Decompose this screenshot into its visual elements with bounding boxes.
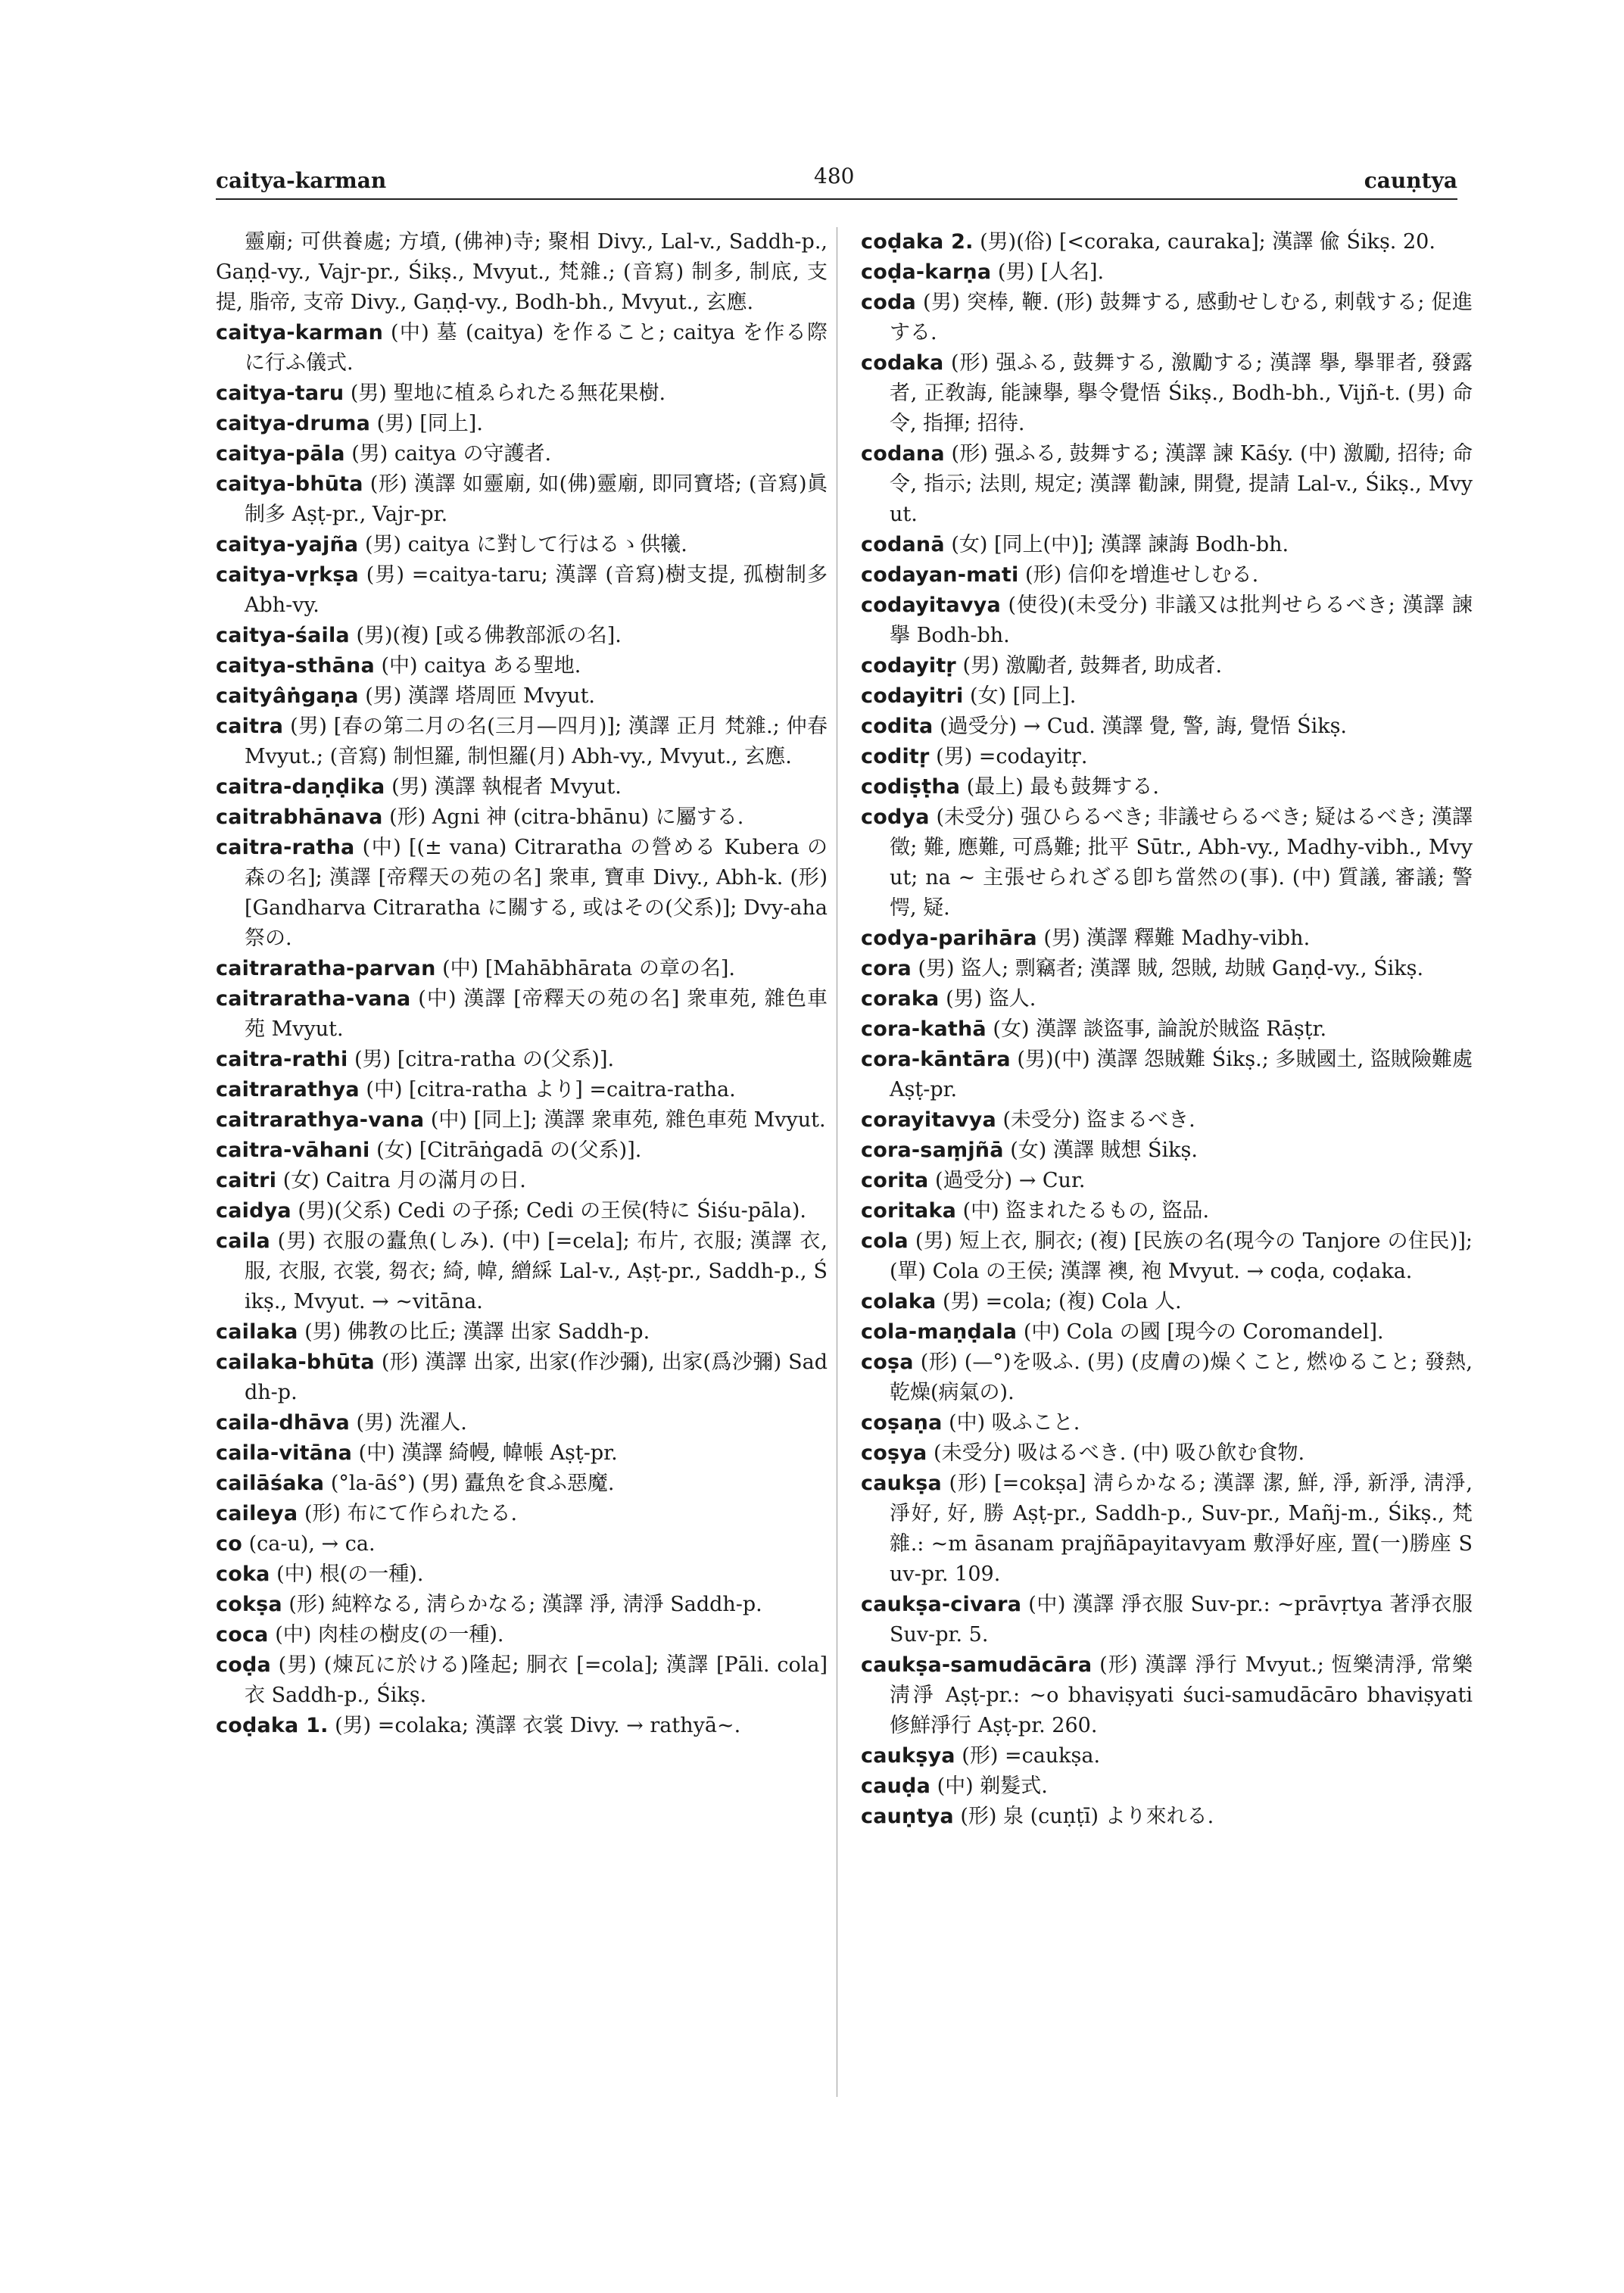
definition: (女) [Citrāṅgadā の(父系)].: [376, 1139, 642, 1162]
dictionary-entry: [861, 1105, 1473, 1136]
headword: cola-maṇḍala: [861, 1320, 1018, 1344]
dictionary-entry: [861, 1650, 1473, 1741]
headword: caukṣya: [861, 1744, 955, 1768]
definition: (中) 肉桂の樹皮(の一種).: [275, 1623, 504, 1647]
headword: caitya-śaila: [216, 624, 350, 647]
dictionary-entry: [861, 681, 1473, 712]
definition: (女) 漢譯 談盜事, 論說於賊盜 Rāṣṭr.: [993, 1017, 1327, 1041]
dictionary-entry: [861, 924, 1473, 954]
definition: (ca-u), → ca.: [248, 1532, 376, 1556]
definition: (男)(俗) [<coraka, cauraka]; 漢譯 偸 Śikṣ. 20.: [980, 230, 1435, 254]
headword: codayitṛ: [861, 654, 956, 678]
dictionary-entry: [861, 1014, 1473, 1045]
page-number: 480: [814, 164, 855, 188]
dictionary-entry: [216, 1347, 828, 1408]
dictionary-entry: [216, 681, 828, 712]
dictionary-entry: [861, 954, 1473, 984]
dictionary-entry: [861, 1741, 1473, 1771]
headword: coka: [216, 1562, 270, 1586]
definition: (男) 漢譯 執棍者 Mvyut.: [391, 775, 622, 799]
headword: caukṣa: [861, 1472, 942, 1495]
headword: caitra-ratha: [216, 836, 355, 859]
definition: (男)(中) 漢譯 怨賊難 Śikṣ.; 多賊國土, 盜賊險難處 Aṣṭ-pr.: [890, 1048, 1473, 1101]
headword: caileya: [216, 1502, 298, 1525]
dictionary-entry: [216, 1590, 828, 1620]
headword: caidya: [216, 1199, 291, 1223]
headword: caityâṅgaṇa: [216, 684, 359, 708]
headword: caitra-rathi: [216, 1048, 348, 1071]
definition: (男) =caitya-taru; 漢譯 (音寫)樹支提, 孤樹制多 Abh-vy.: [245, 563, 828, 617]
dictionary-entry: [861, 439, 1473, 530]
dictionary-entry: [216, 772, 828, 802]
dictionary-entry: [216, 1469, 828, 1499]
definition: (男) (煉瓦に於ける)隆起; 胴衣 [=cola]; 漢譯 [Pāli. cola] 衣 Saddh-p., Śikṣ.: [245, 1653, 828, 1707]
headword: coraka: [861, 987, 940, 1011]
definition: (男) 漢譯 釋難 Madhy-vibh.: [1043, 927, 1311, 950]
dictionary-entry: [216, 1045, 828, 1075]
dictionary-entry: [216, 560, 828, 621]
dictionary-entry: [216, 1136, 828, 1166]
headword: codita: [861, 715, 934, 738]
headword: cokṣa: [216, 1593, 282, 1616]
definition: (女) Caitra 月の滿月の日.: [282, 1169, 526, 1192]
definition: (形) 漢譯 淨行 Mvyut.; 恆樂淸淨, 常樂淸淨 Aṣṭ-pr.: ~o bhaviṣyati śuci-samudācāro bhaviṣyati 修鮮淨行 Aṣṭ-pr. 260.: [890, 1653, 1473, 1737]
headword: coḍa: [216, 1653, 271, 1677]
definition: (男)(複) [或る佛教部派の名].: [356, 624, 622, 647]
dictionary-entry: [216, 954, 828, 984]
definition: (中) 漢譯 淨衣服 Suv-pr.: ~prāvṛtya 著淨衣服 Suv-pr. 5.: [890, 1593, 1473, 1647]
headword: caitya-sthāna: [216, 654, 375, 678]
headword: co: [216, 1532, 242, 1556]
definition: (男) 漢譯 塔周匝 Mvyut.: [365, 684, 596, 708]
dictionary-entry: [861, 1287, 1473, 1317]
definition: (男) caitya の守護者.: [351, 442, 552, 466]
dictionary-entry: [861, 651, 1473, 681]
dictionary-entry: [216, 802, 828, 833]
headword: coḍaka 1.: [216, 1714, 329, 1737]
left-column: [216, 227, 828, 1741]
headword: coḍaka 2.: [861, 230, 974, 254]
definition: (男) =cola; (複) Cola 人.: [943, 1290, 1182, 1313]
dictionary-entry: [861, 1166, 1473, 1196]
definition: (男) =colaka; 漢譯 衣裳 Divy. → rathyā~.: [335, 1714, 741, 1737]
definition: (男) [citra-ratha の(父系)].: [354, 1048, 615, 1071]
headword: coca: [216, 1623, 269, 1647]
headword: cora-kathā: [861, 1017, 987, 1041]
definition: (男) 短上衣, 胴衣; (複) [民族の名(現今の Tanjore の住民)]; (單) Cola の王侯; 漢譯 襖, 袍 Mvyut. → coḍa, coḍaka.: [890, 1229, 1473, 1283]
definition: (過受分) → Cud. 漢譯 覺, 警, 誨, 覺悟 Śikṣ.: [940, 715, 1348, 738]
headword: cora-kāntāra: [861, 1048, 1011, 1071]
headword: caitya-bhūta: [216, 472, 363, 496]
definition: (女) [同上(中)]; 漢譯 諫誨 Bodh-bh.: [951, 533, 1289, 556]
dictionary-entry: [216, 621, 828, 651]
definition: (形) 强ふる, 鼓舞する; 漢譯 諫 Kāśy. (中) 激勵, 招待; 命令, 指示; 法則, 規定; 漢譯 勸諫, 開覺, 提請 Lal-v., Śikṣ., Mvyut.: [890, 442, 1473, 526]
headword: codayitavya: [861, 594, 1001, 617]
headword: cailāśaka: [216, 1472, 325, 1495]
headword: coṣya: [861, 1441, 927, 1465]
headword: caitra-vāhani: [216, 1139, 370, 1162]
headword: coda: [861, 291, 916, 314]
dictionary-entry: [861, 1347, 1473, 1408]
definition: (形) (—°)を吸ふ. (男) (皮膚の)燥くこと, 燃ゆること; 發熱, 乾燥(病氣の).: [890, 1351, 1473, 1404]
dictionary-entry: [216, 439, 828, 469]
dictionary-entry: [861, 1136, 1473, 1166]
headword: caitya-karman: [216, 321, 384, 344]
dictionary-entry: [861, 1226, 1473, 1287]
dictionary-entry: [861, 590, 1473, 651]
dictionary-entry: [861, 227, 1473, 257]
dictionary-entry: [216, 1438, 828, 1469]
dictionary-entry: [216, 1075, 828, 1105]
headword: cailaka: [216, 1320, 298, 1344]
definition: (中) 墓 (caitya) を作ること; caitya を作る際に行ふ儀式.: [245, 321, 828, 375]
right-column: [861, 227, 1473, 1832]
dictionary-entry: [861, 1771, 1473, 1802]
dictionary-entry: [216, 1529, 828, 1559]
definition: (中) 根(の一種).: [276, 1562, 424, 1586]
headword: caukṣa-civara: [861, 1593, 1022, 1616]
definition: (男) 聖地に植ゑられたる無花果樹.: [350, 382, 666, 405]
definition: (中) 吸ふこと.: [949, 1411, 1080, 1435]
definition: (男) 佛教の比丘; 漢譯 出家 Saddh-p.: [304, 1320, 650, 1344]
headword: codya: [861, 805, 930, 829]
definition: (形) 强ふる, 鼓舞する, 激勵する; 漢譯 擧, 擧罪者, 發露者, 正敎誨, 能諫擧, 擧令覺悟 Śikṣ., Bodh-bh., Vijñ-t. (男) 命令, 指揮; 招待.: [890, 351, 1473, 435]
header-rule: [216, 198, 1457, 200]
definition: (男) caitya に對して行はるゝ供犧.: [364, 533, 687, 556]
headword: cauḍa: [861, 1774, 930, 1798]
headword: codayan-mati: [861, 563, 1019, 587]
definition: (男) 洗濯人.: [356, 1411, 467, 1435]
definition: 靈廟; 可供養處; 方墳, (佛神)寺; 聚相 Divy., Lal-v., Saddh-p., Gaṇḍ-vy., Vajr-pr., Śikṣ., Mvyut., 梵雜.; (音寫) 制多, 制底, 支提, 脂帝, 支帝 Divy., Gaṇḍ-vy., Bodh-bh., Mvyut., 玄應.: [216, 230, 828, 314]
definition: (最上) 最も鼓舞する.: [966, 775, 1159, 799]
headword: codanā: [861, 533, 945, 556]
definition: (中) caitya ある聖地.: [381, 654, 581, 678]
definition: (中) Cola の國 [現今の Coromandel].: [1023, 1320, 1384, 1344]
definition: (中) 盜まれたるもの, 盜品.: [962, 1199, 1210, 1223]
dictionary-entry: [861, 772, 1473, 802]
dictionary-entry: [216, 1166, 828, 1196]
dictionary-entry: [216, 712, 828, 772]
dictionary-entry: [216, 379, 828, 409]
headword: caila-vitāna: [216, 1441, 352, 1465]
definition: (男) [春の第二月の名(三月—四月)]; 漢譯 正月 梵雜.; 仲春 Mvyut.; (音寫) 制怛羅, 制怛羅(月) Abh-vy., Mvyut., 玄應.: [245, 715, 828, 768]
headword: caitrarathya-vana: [216, 1108, 425, 1132]
dictionary-entry: [216, 469, 828, 530]
dictionary-entry: [216, 1711, 828, 1741]
definition: (中) [(± vana) Citraratha の營める Kubera の森の名]; 漢譯 [帝釋天の苑の名] 衆車, 寶車 Divy., Abh-k. (形) [Gandharva Citraratha に關する, 或はその(父系)]; Dvy-aha 祭の.: [245, 836, 828, 950]
headword: coṣaṇa: [861, 1411, 943, 1435]
dictionary-entry: [216, 984, 828, 1045]
header-last-headword: cauṇtya: [1364, 168, 1457, 193]
headword: codiṣṭha: [861, 775, 961, 799]
headword: corayitavya: [861, 1108, 996, 1132]
dictionary-entry: [861, 1408, 1473, 1438]
definition: (形) 純粹なる, 淸らかなる; 漢譯 淨, 淸淨 Saddh-p.: [288, 1593, 762, 1616]
definition: (形) 信仰を增進せしむる.: [1025, 563, 1259, 587]
headword: colaka: [861, 1290, 937, 1313]
definition: (中) 漢譯 綺幔, 幃帳 Aṣṭ-pr.: [358, 1441, 618, 1465]
dictionary-entry: [861, 1590, 1473, 1650]
headword: caitya-pāla: [216, 442, 345, 466]
headword: cola: [861, 1229, 909, 1253]
headword: codya-parihāra: [861, 927, 1037, 950]
headword: caitrarathya: [216, 1078, 360, 1101]
definition: (男)(父系) Cedi の子孫; Cedi の王侯(特に Śiśu-pāla).: [298, 1199, 806, 1223]
headword: coṣa: [861, 1351, 914, 1374]
headword: codaka: [861, 351, 944, 375]
dictionary-entry: [861, 742, 1473, 772]
dictionary-entry: [861, 288, 1473, 348]
definition: (男) [同上].: [376, 412, 483, 435]
headword: cauṇtya: [861, 1805, 954, 1828]
headword: caila: [216, 1229, 270, 1253]
headword: cora: [861, 957, 912, 980]
definition: (形) [=cokṣa] 淸らかなる; 漢譯 潔, 鮮, 淨, 新淨, 淸淨, 淨好, 好, 勝 Aṣṭ-pr., Saddh-p., Suv-pr., Mañj-m., Śikṣ., 梵雜.: ~m āsanam prajñāpayitavyam 敷淨好座, 置(一)勝座 Suv-pr. 109.: [890, 1472, 1473, 1586]
headword: caila-dhāva: [216, 1411, 350, 1435]
dictionary-entry: [216, 1499, 828, 1529]
page-header: [216, 164, 1457, 201]
headword: caitra-daṇḍika: [216, 775, 385, 799]
definition: (男) 衣服の蠹魚(しみ). (中) [=cela]; 布片, 衣服; 漢譯 衣, 服, 衣服, 衣裳, 芻衣; 綺, 幃, 繒綵 Lal-v., Aṣṭ-pr., Saddh-p., Śikṣ., Mvyut. → ~vitāna.: [245, 1229, 828, 1313]
headword: caitya-druma: [216, 412, 371, 435]
dictionary-entry: [216, 409, 828, 439]
dictionary-entry: [216, 1559, 828, 1590]
dictionary-entry: [861, 984, 1473, 1014]
headword: caitra: [216, 715, 284, 738]
definition: (男) 盜人; 剽竊者; 漢譯 賊, 怨賊, 劫賊 Gaṇḍ-vy., Śikṣ.: [918, 957, 1424, 980]
dictionary-entry: [216, 530, 828, 560]
definition: (形) 布にて作られたる.: [304, 1502, 518, 1525]
definition: (°la-āś°) (男) 蠹魚を食ふ惡魔.: [330, 1472, 615, 1495]
definition: (形) 漢譯 如靈廟, 如(佛)靈廟, 即同寶塔; (音寫)眞制多 Aṣṭ-pr., Vajr-pr.: [245, 472, 828, 526]
definition: (未受分) 吸はるべき. (中) 吸ひ飮む食物.: [934, 1441, 1305, 1465]
headword: caukṣa-samudācāra: [861, 1653, 1093, 1677]
definition: (中) [citra-ratha より] =caitra-ratha.: [366, 1078, 736, 1101]
headword: cailaka-bhūta: [216, 1351, 375, 1374]
headword: caitya-taru: [216, 382, 344, 405]
headword: caitya-yajña: [216, 533, 359, 556]
headword: coritaka: [861, 1199, 957, 1223]
dictionary-entry: [861, 1317, 1473, 1347]
definition: (形) =caukṣa.: [962, 1744, 1101, 1768]
definition: (中) [同上]; 漢譯 衆車苑, 雜色車苑 Mvyut.: [430, 1108, 826, 1132]
definition: (中) 漢譯 [帝釋天の苑の名] 衆車苑, 雜色車苑 Mvyut.: [245, 987, 828, 1041]
dictionary-entry: [861, 802, 1473, 924]
definition: (形) 泉 (cuṇṭī) より來れる.: [960, 1805, 1214, 1828]
definition: (男) 突棒, 鞭. (形) 鼓舞する, 感動せしむる, 刺戟する; 促進する.: [890, 291, 1473, 344]
headword: corita: [861, 1169, 929, 1192]
dictionary-entry: [861, 1438, 1473, 1469]
dictionary-entry: [861, 1469, 1473, 1590]
dictionary-entry: [216, 1196, 828, 1226]
definition: (未受分) 盜まるべき.: [1002, 1108, 1195, 1132]
definition: (男) 激勵者, 鼓舞者, 助成者.: [962, 654, 1223, 678]
definition: (女) 漢譯 賊想 Śikṣ.: [1010, 1139, 1198, 1162]
definition: (過受分) → Cur.: [935, 1169, 1086, 1192]
dictionary-entry: [216, 1408, 828, 1438]
headword: codana: [861, 442, 945, 466]
dictionary-entry: [861, 1196, 1473, 1226]
definition: (形) Agni 神 (citra-bhānu) に屬する.: [389, 805, 744, 829]
dictionary-entry: [216, 833, 828, 954]
headword: cora-saṃjñā: [861, 1139, 1004, 1162]
definition: (未受分) 强ひらるべき; 非議せらるべき; 疑はるべき; 漢譯 徵; 難, 應難, 可爲難; 批平 Sūtr., Abh-vy., Madhy-vibh., Mvyut; na ~ 主張せられざる卽ち當然の(事). (中) 質議, 審議; 警愕, 疑.: [890, 805, 1473, 920]
dictionary-entry: [216, 1650, 828, 1711]
dictionary-entry: [216, 1226, 828, 1317]
headword: coḍa-karṇa: [861, 260, 992, 284]
dictionary-entry: [861, 257, 1473, 288]
definition: (中) 剃髮式.: [937, 1774, 1048, 1798]
dictionary-entry: [861, 1802, 1473, 1832]
dictionary-entry: [216, 318, 828, 379]
dictionary-entry: [216, 651, 828, 681]
headword: caitrabhānava: [216, 805, 383, 829]
dictionary-entry: [861, 1045, 1473, 1105]
headword: caitya-vṛkṣa: [216, 563, 359, 587]
definition: (使役)(未受分) 非議又は批判せらるべき; 漢譯 諫擧 Bodh-bh.: [890, 594, 1473, 647]
definition: (男) 盜人.: [946, 987, 1036, 1011]
definition: (中) [Mahābhārata の章の名].: [442, 957, 735, 980]
headword: caitri: [216, 1169, 277, 1192]
dictionary-entry: [216, 227, 828, 318]
headword: caitraratha-parvan: [216, 957, 436, 980]
headword: coditṛ: [861, 745, 930, 768]
definition: (男) [人名].: [997, 260, 1105, 284]
dictionary-entry: [216, 1620, 828, 1650]
headword: codayitri: [861, 684, 964, 708]
definition: (形) 漢譯 出家, 出家(作沙彌), 出家(爲沙彌) Saddh-p.: [245, 1351, 828, 1404]
definition: (女) [同上].: [970, 684, 1077, 708]
dictionary-entry: [861, 712, 1473, 742]
header-first-headword: caitya-karman: [216, 168, 387, 193]
headword: caitraratha-vana: [216, 987, 411, 1011]
dictionary-entry: [861, 348, 1473, 439]
definition: (男) =codayitṛ.: [936, 745, 1088, 768]
dictionary-entry: [861, 530, 1473, 560]
dictionary-entry: [216, 1317, 828, 1347]
dictionary-entry: [861, 560, 1473, 590]
dictionary-entry: [216, 1105, 828, 1136]
